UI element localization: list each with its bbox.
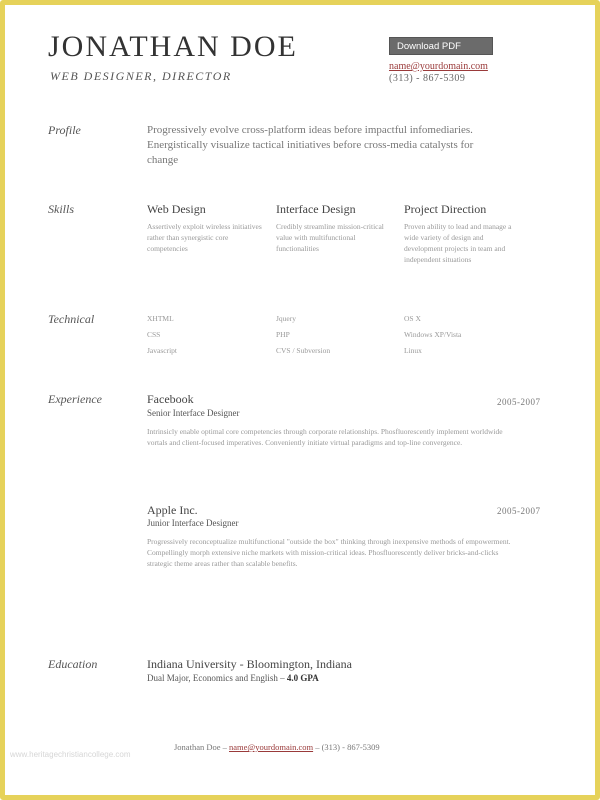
job-description: Intrinsicly enable optimal core competencies through corporate relationships. Phosfluorescently implement worldwide vortals and client-focused imperatives. Conveniently initiate virtual paradigms and top-line convergence. bbox=[147, 427, 503, 447]
tech-item: XHTML bbox=[147, 314, 174, 323]
footer-email-link[interactable]: name@yourdomain.com bbox=[229, 742, 314, 752]
footer-name: Jonathan Doe bbox=[174, 742, 221, 752]
section-label-skills: Skills bbox=[48, 202, 74, 216]
skill-title: Project Direction bbox=[404, 202, 487, 216]
tech-item: Jquery bbox=[276, 314, 296, 323]
tech-item: Windows XP/Vista bbox=[404, 330, 462, 339]
footer-separator: – bbox=[220, 742, 230, 752]
education-degree: Dual Major, Economics and English – bbox=[147, 673, 285, 683]
section-label-technical: Technical bbox=[48, 312, 95, 326]
tech-item: Javascript bbox=[147, 346, 177, 355]
job-title: Junior Interface Designer bbox=[147, 518, 239, 528]
tech-item: PHP bbox=[276, 330, 290, 339]
section-label-education: Education bbox=[48, 657, 98, 671]
skill-desc: Credibly streamline mission-critical value with multifunctional functionalities bbox=[276, 222, 384, 253]
watermark-text: www.heritagechristiancollege.com bbox=[10, 750, 131, 759]
education-school: Indiana University - Bloomington, Indiana bbox=[147, 657, 352, 671]
skill-desc: Proven ability to lead and manage a wide variety of design and development projects in team and independent situations bbox=[404, 222, 512, 264]
section-label-experience: Experience bbox=[48, 392, 102, 406]
footer bbox=[174, 742, 380, 752]
job-dates: 2005-2007 bbox=[497, 397, 541, 407]
skill-title: Web Design bbox=[147, 202, 206, 216]
skill-desc: Assertively exploit wireless initiatives rather than synergistic core competencies bbox=[147, 222, 262, 253]
company-name: Apple Inc. bbox=[147, 503, 198, 517]
tech-item: Linux bbox=[404, 346, 422, 355]
section-label-profile: Profile bbox=[48, 123, 81, 137]
skill-title: Interface Design bbox=[276, 202, 356, 216]
candidate-name: JONATHAN DOE bbox=[48, 30, 298, 63]
job-dates: 2005-2007 bbox=[497, 506, 541, 516]
company-name: Facebook bbox=[147, 392, 194, 406]
job-description: Progressively reconceptualize multifunctional "outside the box" thinking through inexpensive methods of empowerment. Compellingly morph extensive niche markets with mission-critical ideas. Phosfluorescently deliver bricks-and-clicks strategic theme areas rather than scalable benefits. bbox=[147, 537, 511, 568]
email-link[interactable]: name@yourdomain.com bbox=[389, 61, 488, 72]
job-title: Senior Interface Designer bbox=[147, 408, 240, 418]
download-pdf-button[interactable]: Download PDF bbox=[389, 37, 493, 55]
candidate-role: WEB DESIGNER, DIRECTOR bbox=[50, 69, 232, 83]
education-detail bbox=[147, 673, 319, 683]
tech-item: CVS / Subversion bbox=[276, 346, 331, 355]
footer-separator: – bbox=[313, 742, 322, 752]
tech-item: OS X bbox=[404, 314, 421, 323]
footer-phone: (313) - 867-5309 bbox=[321, 742, 380, 752]
phone-number: (313) - 867-5309 bbox=[389, 73, 466, 84]
tech-item: CSS bbox=[147, 330, 161, 339]
education-gpa: 4.0 GPA bbox=[286, 673, 319, 683]
profile-text: Progressively evolve cross-platform ideas before impactful infomediaries. Energistically visualize tactical initiatives before cross-media catalysts for change bbox=[147, 124, 474, 166]
